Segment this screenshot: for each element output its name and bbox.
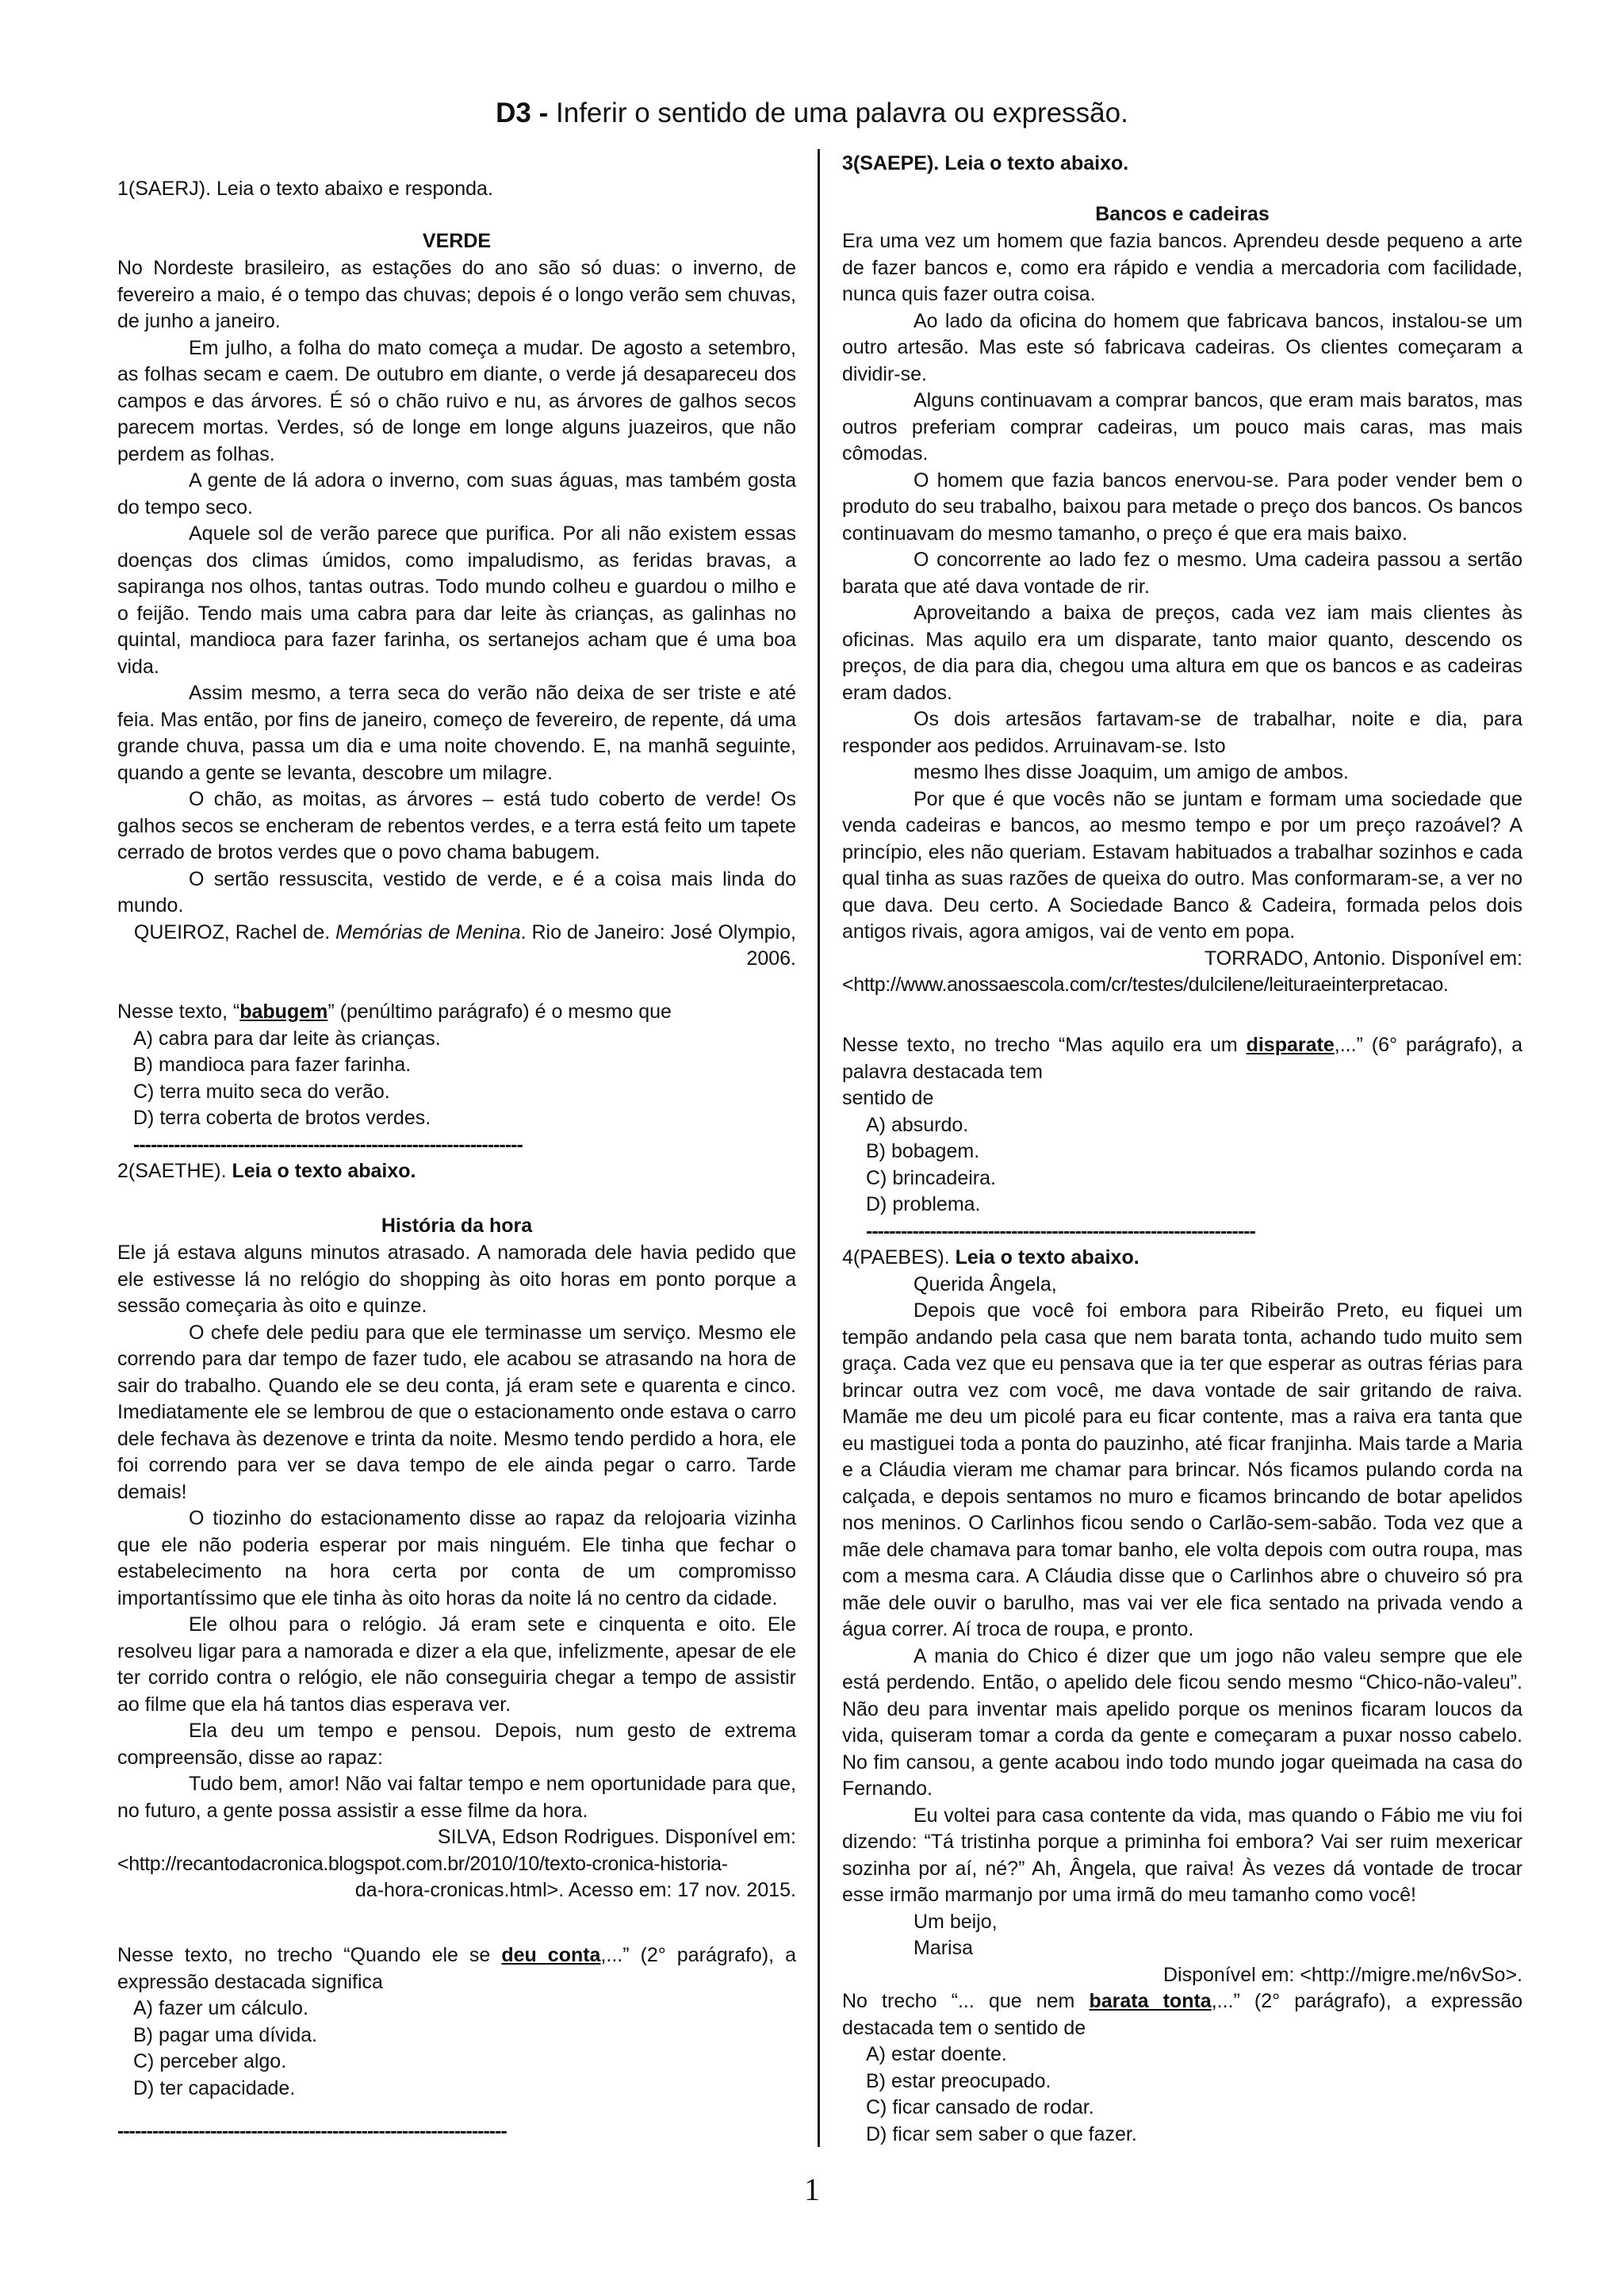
q3-question [842,1032,1522,2148]
q3-stem [842,1032,1522,1085]
q3-stem-pre: Nesse texto, no trecho “Mas aquilo era um [842,1034,1247,1056]
q2-option-a[interactable]: A) fazer um cálculo. [133,1997,308,2019]
q2-paragraph: O tiozinho do estacionamento disse ao rapaz da relojoaria vizinha que ele não poderia esperar por mais ninguém. Ele tinha que fechar o estabelecimento na hora certa por conta de um compromisso importantíssimo que ele tinha às oito horas da noite lá no centro da cidade. [117,1507,796,1609]
q4-paragraph: Eu voltei para casa contente da vida, mas quando o Fábio me viu foi dizendo: “Tá tristinha porque a priminha foi embora? Vai ser ruim mexericar sozinha por aí, né?” Ah, Ângela, que raiva! Às vezes dá vontade de trocar esse irmão marmanjo por uma irmã do meu tamanho como você! [842,1804,1522,1906]
q4-stem [842,1988,1522,2042]
q1-option-d[interactable]: D) terra coberta de brotos verdes. [133,1107,431,1129]
q4-stem-pre: No trecho “... que nem [842,1990,1090,2012]
q2-text-title: História da hora [381,1215,533,1237]
q1-text-body [117,255,796,973]
q3-text-body [842,228,1522,999]
q3-option-c[interactable]: C) brincadeira. [866,1166,996,1189]
q2-header [117,1158,796,1185]
separator: ------------------------------------------------------------------- [117,2120,507,2142]
q1-stem-pre: Nesse texto, “ [117,1001,240,1023]
q4-keyword: barata tonta [1089,1990,1212,2012]
q3-header: 3(SAEPE). Leia o texto abaixo. [842,152,1129,174]
q4-source: Disponível em: <http://migre.me/n6vSo>. [1163,1963,1522,1986]
q1-source [117,920,796,973]
q3-option-d[interactable]: D) problema. [866,1193,981,1215]
q2-paragraph: Ele olhou para o relógio. Já eram sete e cinquenta e oito. Ele resolveu ligar para a namorada e dizer a ela que, infelizmente, apesar de ele ter corrido contra o relógio, ele não conseguiria chegar a tempo de assistir ao filme que ela há tantos dias esperava ver. [117,1613,796,1716]
q3-paragraph: Aproveitando a baixa de preços, cada vez iam mais clientes às oficinas. Mas aquilo era um disparate, tanto maior quanto, descendo os preços, de dia para dia, chegou uma altura em que os bancos e as cadeiras eram dados. [842,602,1522,704]
q2-text-body [117,1240,796,1904]
q4-header-code: 4(PAEBES). [842,1246,950,1269]
page-title [0,94,1624,133]
q2-paragraph: O chefe dele pediu para que ele terminasse um serviço. Mesmo ele correndo para dar tempo de fazer tudo, ele acabou se atrasando na hora de sair do trabalho. Quando ele se deu conta, já eram sete e quarenta e cinco. Imediatamente ele se lembrou de que o estacionamento onde estava o carro dele fechava às dezenove e trinta da noite. Mesmo tendo perdido a hora, ele foi correndo para ver se dava tempo de ele ainda pegar o carro. Tarde demais! [117,1321,796,1503]
q2-question [117,1942,796,2102]
q4-header [842,1245,1522,1272]
q1-source-author: QUEIROZ, Rachel de. [133,920,331,943]
q3-option-b[interactable]: B) bobagem. [866,1140,980,1162]
q1-text-title: VERDE [422,230,492,252]
q2-source-3: da-hora-cronicas.html>. Acesso em: 17 nov. 2015. [354,1879,796,1901]
q4-paragraph: A mania do Chico é dizer que um jogo não valeu sempre que ele está perdendo. Então, o apelido dele ficou sendo mesmo “Chico-não-valeu”. Não deu para inventar mais apelido porque os meninos ficaram loucos da vida, quiseram tomar a corda da gente e começaram a puxar nosso cabelo. No fim cansou, a gente acabou indo todo mundo jogar queimada na casa do Fernando. [842,1644,1522,1800]
q2-stem-pre: Nesse texto, no trecho “Quando ele se [117,1944,502,1966]
q2-stem [117,1942,796,1996]
q2-option-c[interactable]: C) perceber algo. [133,2050,287,2072]
q2-paragraph: Ela deu um tempo e pensou. Depois, num gesto de extrema compreensão, disse ao rapaz: [117,1720,796,1769]
q3-paragraph: Ao lado da oficina do homem que fabricava bancos, instalou-se um outro artesão. Mas este só fabricava cadeiras. Os clientes começaram a dividir-se. [842,309,1522,385]
q3-option-a[interactable]: A) absurdo. [866,1113,969,1136]
q3-paragraph: Alguns continuavam a comprar bancos, que eram mais baratos, mas outros preferiam comprar cadeiras, um pouco mais caras, mas mais cômodas. [842,389,1522,465]
q1-paragraph: No Nordeste brasileiro, as estações do ano são só duas: o inverno, de fevereiro a maio, é o tempo das chuvas; depois é o longo verão sem chuvas, de junho a janeiro. [117,257,796,332]
q4-option-b[interactable]: B) estar preocupado. [866,2069,1051,2092]
q1-paragraph: A gente de lá adora o inverno, com suas águas, mas também gosta do tempo seco. [117,469,796,519]
q2-header-code: 2(SAETHE). [117,1160,227,1182]
q1-option-b[interactable]: B) mandioca para fazer farinha. [133,1054,412,1076]
q4-stem-post: ,...” (2° parágrafo), a expressão destacada tem o sentido de [842,1990,1522,2039]
q3-paragraph: Os dois artesãos fartavam-se de trabalhar, noite e dia, para responder aos pedidos. Arruinavam-se. Isto [842,708,1522,757]
column-divider [818,149,820,2147]
q1-paragraph: Aquele sol de verão parece que purifica. Por ali não existem essas doenças dos climas úmidos, como impaludismo, as feridas bravas, a sapiranga nos olhos, tantas outras. Todo mundo colheu e guardou o milho e o feijão. Tendo mais uma cabra para dar leite às crianças, as galinhas no quintal, mandioca para fazer farinha, os sertanejos acham que é uma boa vida. [117,522,796,678]
q2-source-2: <http://recantodacronica.blogspot.com.br/2010/10/texto-cronica-historia- [117,1852,728,1875]
q1-option-c[interactable]: C) terra muito seca do verão. [133,1080,390,1103]
q3-paragraph: mesmo lhes disse Joaquim, um amigo de ambos. [914,761,1349,783]
q1-source-book: Memórias de Menina [335,920,521,943]
q3-paragraph: O homem que fazia bancos enervou-se. Para poder vender bem o produto do seu trabalho, baixou para metade o preço dos bancos. Os bancos continuavam do mesmo tamanho, o preço é que era mais baixo. [842,469,1522,545]
q1-paragraph: Assim mesmo, a terra seca do verão não deixa de ser triste e até feia. Mas então, por fins de janeiro, começo de fevereiro, de repente, dá uma grande chuva, passa um dia e uma noite chovendo. E, na manhã seguinte, quando a gente se levanta, descobre um milagre. [117,682,796,784]
q2-source-1: SILVA, Edson Rodrigues. Disponível em: [437,1826,796,1848]
q4-paragraph: Depois que você foi embora para Ribeirão Preto, eu fiquei um tempão andando pela casa que nem barata tonta, achando tudo muito sem graça. Cada vez que eu pensava que ia ter que esperar as outras férias para brincar outra vez com você, me dava vontade de sair gritando de raiva. Mamãe me deu um picolé para eu ficar contente, mas a raiva era tanta que eu mastiguei toda a ponta do pauzinho, até ficar franjinha. Mais tarde a Maria e a Cláudia vieram me chamar para brincar. Nós ficamos pulando corda na calçada, e depois sentamos no muro e ficamos brincando de botar apelidos nos meninos. O Carlinhos ficou sendo o Carlão-sem-sabão. Toda vez que a mãe dele chamava para tomar banho, ele volta depois com outra roupa, mas com a mesma cara. A Cláudia disse que o Carlinhos abre o chuveiro só pra mãe dele ouvir o barulho, mas vai ver ele fica sentado na privada vendo a água correr. Aí troca de roupa, e pronto. [842,1299,1522,1640]
q4-option-a[interactable]: A) estar doente. [866,2043,1007,2065]
q4-closing-2: Marisa [914,1937,974,1959]
q1-header: 1(SAERJ). Leia o texto abaixo e responda. [117,178,493,200]
q3-paragraph: Era uma vez um homem que fazia bancos. Aprendeu desde pequeno a arte de fazer bancos e, como era rápido e vendia a mercadoria com facilidade, nunca quis fazer outra coisa. [842,230,1522,305]
q4-option-c[interactable]: C) ficar cansado de rodar. [866,2096,1094,2118]
q3-paragraph: Por que é que vocês não se juntam e formam uma sociedade que venda cadeiras e bancos, ao mesmo tempo e por um preço razoável? A princípio, eles não queriam. Estavam habituados a trabalhar sozinhos e cada qual tinha as suas razões de queixa do outro. Mas conformaram-se, a ver no que dava. Deu certo. A Sociedade Banco & Cadeira, formada pelos dois antigos rivais, agora amigos, vai de vento em popa. [842,787,1522,943]
q2-paragraph: Tudo bem, amor! Não vai faltar tempo e nem oportunidade para que, no futuro, a gente possa assistir a esse filme da hora. [117,1773,796,1822]
q2-keyword: deu conta [501,1944,601,1966]
q3-stem-post: ,...” (6° parágrafo), a palavra destacada tem [842,1034,1522,1083]
q3-source-2: <http://www.anossaescola.com/cr/testes/dulcilene/leituraeinterpretacao. [842,974,1449,996]
q1-source-pub: . Rio de Janeiro: José Olympio, 2006. [520,920,796,970]
q2-header-rest: Leia o texto abaixo. [232,1160,416,1182]
q1-question [117,999,796,1185]
q3-keyword: disparate [1246,1034,1335,1056]
q1-paragraph: O sertão ressuscita, vestido de verde, e é a coisa mais linda do mundo. [117,867,796,916]
q1-stem-post: ” (penúltimo parágrafo) é o mesmo que [327,1001,672,1023]
page-number: 1 [804,2172,820,2207]
q1-paragraph: Em julho, a folha do mato começa a mudar. De agosto a setembro, as folhas secam e caem. De outubro em diante, o verde já desapareceu dos campos e das árvores. É só o chão ruivo e nu, as árvores de galhos secos parecem mortas. Verdes, só de longe em longe alguns juazeiros, que não perdem as folhas. [117,336,796,465]
q4-greeting: Querida Ângela, [914,1272,1057,1295]
q4-header-rest: Leia o texto abaixo. [955,1246,1139,1269]
q4-closing-1: Um beijo, [914,1910,998,1933]
q1-paragraph: O chão, as moitas, as árvores – está tudo coberto de verde! Os galhos secos se encheram de rebentos verdes, e a terra está feito um tapete cerrado de brotos verdes que o povo chama babugem. [117,788,796,863]
q1-stem [117,999,796,1026]
q3-source-1: TORRADO, Antonio. Disponível em: [1204,947,1522,970]
separator: ------------------------------------------------------------------- [133,1133,523,1156]
q3-paragraph: O concorrente ao lado fez o mesmo. Uma cadeira passou a sertão barata que até dava vontade de rir. [842,549,1522,598]
q1-option-a[interactable]: A) cabra para dar leite às crianças. [133,1027,441,1050]
q3-text-title: Bancos e cadeiras [1095,203,1270,225]
q2-stem-post: ,...” (2° parágrafo), a expressão destacada significa [117,1944,796,1993]
q2-option-b[interactable]: B) pagar uma dívida. [133,2023,318,2046]
q3-stem-tail: sentido de [842,1087,934,1109]
q4-option-d[interactable]: D) ficar sem saber o que fazer. [866,2122,1137,2145]
q2-option-d[interactable]: D) ter capacidade. [133,2076,296,2099]
q2-paragraph: Ele já estava alguns minutos atrasado. A namorada dele havia pedido que ele estivesse lá no relógio do shopping às oito horas em ponto porque a sessão começaria às oito e quinze. [117,1242,796,1317]
title-text: Inferir o sentido de uma palavra ou expressão. [556,98,1128,128]
separator: ------------------------------------------------------------------- [866,1219,1255,1242]
title-code: D3 - [496,98,549,128]
q1-keyword: babugem [239,1001,328,1023]
